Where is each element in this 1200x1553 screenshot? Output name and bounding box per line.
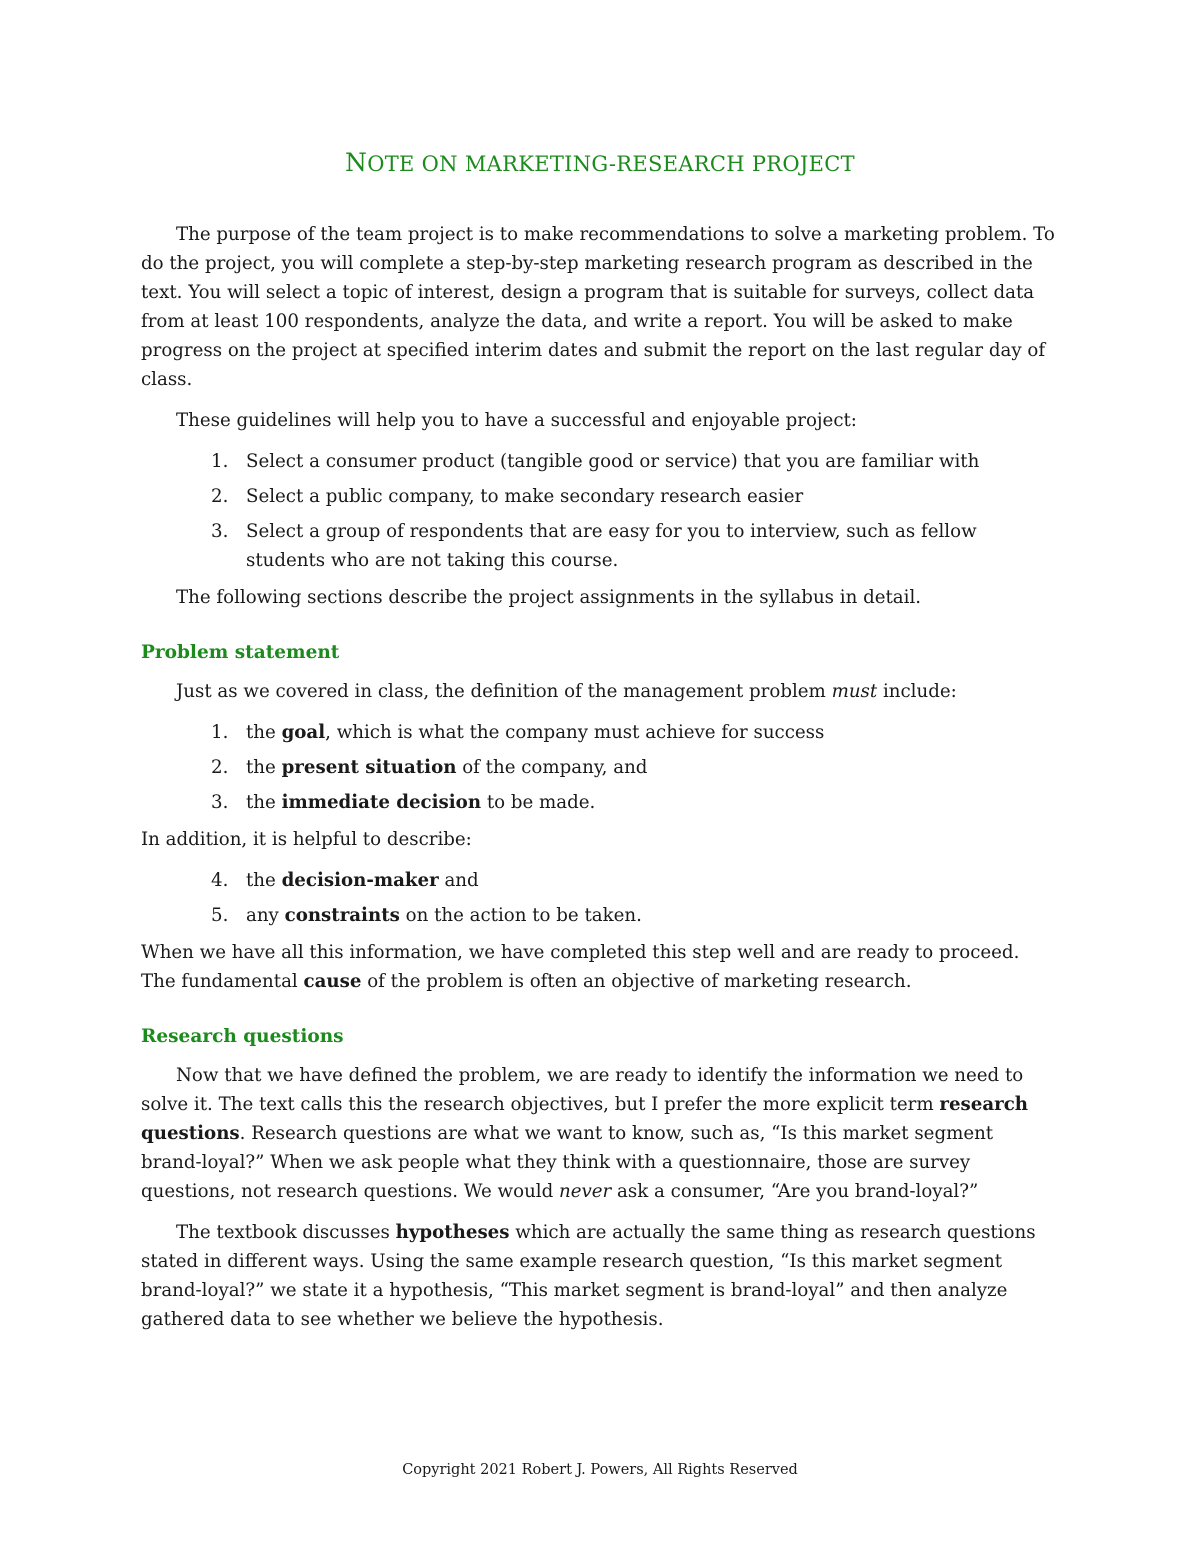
list-keyword: immediate decision <box>281 792 482 813</box>
problem-closing <box>141 938 1059 996</box>
list-item <box>141 517 1059 575</box>
list-number: 2. <box>211 486 229 507</box>
list-text: Select a consumer product (tangible good or service) that you are familiar with <box>246 451 980 472</box>
problem-intro-text: Just as we covered in class, the definition of the management problem <box>176 681 832 702</box>
list-item <box>141 447 1059 476</box>
intro-paragraph-1: The purpose of the team project is to make recommendations to solve a marketing problem. To do the project, you will complete a step-by-step marketing research program as described in the text. You will select a topic of interest, design a program that is suitable for surveys, collect data from at least 100 respondents, analyze the data, and write a report. You will be asked to make progress on the project at specified interim dates and submit the report on the last regular day of class. <box>141 224 1055 390</box>
research-keyword: research questions <box>141 1094 1029 1144</box>
problem-addition: In addition, it is helpful to describe: <box>141 829 472 850</box>
copyright-footer: Copyright 2021 Robert J. Powers, All Rights Reserved <box>402 1462 798 1478</box>
list-text: and <box>438 870 479 891</box>
section-heading-research-questions: Research questions <box>141 1026 344 1047</box>
list-text: the <box>246 722 282 743</box>
list-number: 4. <box>211 870 229 891</box>
problem-intro-emphasis: must <box>831 681 878 702</box>
list-number: 5. <box>211 905 229 926</box>
list-item <box>141 718 1059 747</box>
problem-additional-list <box>141 866 1059 930</box>
list-keyword: goal <box>281 722 326 743</box>
list-keyword: present situation <box>281 757 457 778</box>
research-text: The textbook discusses <box>176 1222 396 1243</box>
title-first-letter: N <box>345 148 368 177</box>
research-text: Now that we have defined the problem, we are ready to identify the information we need to solve it. The text calls this the research objectives, but I prefer the more explicit term <box>141 1065 1024 1115</box>
problem-intro-text-end: include: <box>877 681 957 702</box>
list-number: 3. <box>211 521 229 542</box>
problem-elements-list <box>141 718 1059 817</box>
list-text: the <box>246 792 282 813</box>
problem-intro <box>141 677 1059 706</box>
list-text: Select a public company, to make secondary research easier <box>246 486 804 507</box>
intro-paragraph-2: These guidelines will help you to have a successful and enjoyable project: <box>176 410 857 431</box>
list-text: , which is what the company must achieve for success <box>325 722 825 743</box>
list-number: 3. <box>211 792 229 813</box>
list-keyword: constraints <box>284 905 400 926</box>
list-number: 2. <box>211 757 229 778</box>
list-keyword: decision-maker <box>281 870 439 891</box>
page-title <box>0 148 1200 177</box>
intro-paragraph-3: The following sections describe the project assignments in the syllabus in detail. <box>176 587 922 608</box>
section-heading-problem-statement: Problem statement <box>141 642 340 663</box>
guidelines-list <box>141 447 1059 575</box>
list-text: Select a group of respondents that are easy for you to interview, such as fellow students who are not taking this course. <box>246 521 977 571</box>
list-item <box>141 482 1059 511</box>
research-text: ask a consumer, “Are you brand-loyal?” <box>611 1181 979 1202</box>
list-item <box>141 901 1059 930</box>
list-number: 1. <box>211 722 229 743</box>
list-text: to be made. <box>481 792 596 813</box>
research-emphasis: never <box>559 1181 612 1202</box>
list-text: on the action to be taken. <box>399 905 642 926</box>
list-item <box>141 866 1059 895</box>
list-number: 1. <box>211 451 229 472</box>
research-text: . Research questions are what we want to know, such as, “Is this market segment brand-loyal?” When we ask people what they think with a questionnaire, those are survey questions, not research questions. We would <box>141 1123 994 1202</box>
research-paragraph-1 <box>141 1061 1059 1206</box>
list-item <box>141 788 1059 817</box>
list-text: of the company, and <box>456 757 648 778</box>
document-body <box>141 220 1059 1346</box>
list-item <box>141 753 1059 782</box>
list-text: the <box>246 870 282 891</box>
list-text: the <box>246 757 282 778</box>
problem-closing-keyword: cause <box>303 971 362 992</box>
list-text: any <box>246 905 285 926</box>
problem-closing-text: When we have all this information, we have completed this step well and are ready to proceed. The fundamental <box>141 942 1020 992</box>
title-rest: OTE ON MARKETING-RESEARCH PROJECT <box>367 152 855 176</box>
research-text: which are actually the same thing as research questions stated in different ways. Using the same example research question, “Is this market segment brand-loyal?” we state it a hypothesis, “This market segment is brand-loyal” and then analyze gathered data to see whether we believe the hypothesis. <box>141 1222 1036 1330</box>
research-paragraph-2 <box>141 1218 1059 1334</box>
problem-closing-text-end: of the problem is often an objective of marketing research. <box>361 971 912 992</box>
research-keyword: hypotheses <box>395 1222 510 1243</box>
